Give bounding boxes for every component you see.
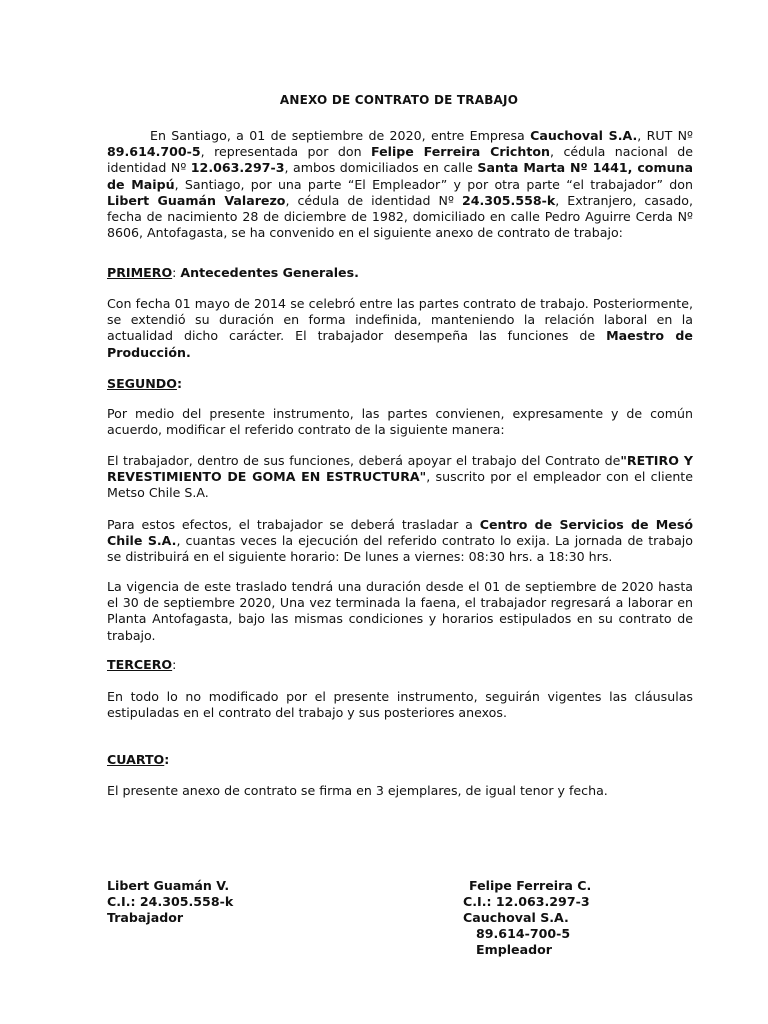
intro-text-5: , ambos domiciliados en calle [284,160,478,176]
segundo-paragraph-1: Por medio del presente instrumento, las partes convienen, expresamente y de común acuerdo, modificar el referido contrato de la siguiente manera: [107,406,693,438]
primero-heading [107,265,359,281]
cuarto-paragraph: El presente anexo de contrato se firma en 3 ejemplares, de igual tenor y fecha. [107,783,608,798]
tercero-sep: : [172,657,177,672]
segundo-p2-text-2: , suscrito por el empleador con el cliente Metso Chile S.A. [107,469,693,501]
intro-text-6: , Santiago, por una parte “El Empleador” y por otra parte “el trabajador” don [174,176,693,192]
employer-signature-rut: 89.614-700-5 [476,926,571,941]
intro-paragraph [107,128,693,241]
segundo-paragraph-3 [107,517,693,566]
contract-name: "RETIRO Y REVESTIMIENTO DE GOMA EN ESTRUCTURA" [107,453,694,485]
worker-signature-name: Libert Guamán V. [107,878,230,893]
company-name: Cauchoval S.A. [530,128,638,143]
segundo-p3-text-1: Para estos efectos, el trabajador se deberá trasladar a [107,517,480,532]
primero-sep: : [172,265,181,280]
cuarto-sep: : [164,752,170,767]
company-rut: 89.614.700-5 [107,144,201,160]
employer-signature-role: Empleador [476,942,552,957]
segundo-paragraph-4: La vigencia de este traslado tendrá una duración desde el 01 de septiembre de 2020 hasta el 30 de septiembre 2020, Una vez terminada la faena, el trabajador regresará a laborar en Planta Antofagasta, bajo las mismas condiciones y horarios estipulados en su contrato de trabajo. [107,579,693,643]
intro-text-2: , RUT Nº [637,128,693,143]
employer-signature-company: Cauchoval S.A. [463,910,569,925]
worker-signature-id: C.I.: 24.305.558-k [107,894,234,909]
segundo-p2-text-1: El trabajador, dentro de sus funciones, deberá apoyar el trabajo del Contrato de [107,453,621,468]
tercero-paragraph: En todo lo no modificado por el presente instrumento, seguirán vigentes las cláusulas estipuladas en el contrato del trabajo y sus posteriores anexos. [107,689,693,721]
company-address: Santa Marta Nº 1441, comuna de Maipú [107,160,693,192]
intro-text-7: , cédula de identidad Nº [285,192,462,208]
worker-function: Maestro de Producción. [107,328,693,360]
primero-title: Antecedentes Generales. [180,265,359,280]
intro-text-3: , representada por don [200,144,372,160]
primero-paragraph [107,296,693,361]
segundo-heading [107,376,182,392]
cuarto-label: CUARTO [107,752,165,767]
worker-id: 24.305.558-k [461,192,556,208]
representative-name: Felipe Ferreira Crichton [371,144,550,160]
service-center: Centro de Servicios de Mesó Chile S.A. [107,517,693,549]
tercero-heading [107,657,176,673]
document-title: ANEXO DE CONTRATO DE TRABAJO [279,93,519,107]
primero-text: Con fecha 01 mayo de 2014 se celebró entre las partes contrato de trabajo. Posteriormente, se extendió su duración en forma indefinida, manteniendo la relación laboral en la actualidad dicho carácter. El trabajador desempeña las funciones de [107,296,693,344]
representative-id: 12.063.297-3 [190,160,285,176]
worker-signature-role: Trabajador [107,910,184,925]
worker-name: Libert Guamán Valarezo [107,192,286,208]
segundo-label: SEGUNDO [107,376,177,391]
segundo-p3-text-2: , cuantas veces la ejecución del referido contrato lo exija. La jornada de trabajo se distribuirá en el siguiente horario: De lunes a viernes: 08:30 hrs. a 18:30 hrs. [107,533,693,565]
intro-text-1: En Santiago, a 01 de septiembre de 2020, entre Empresa [150,128,531,143]
intro-text-8: , Extranjero, casado, fecha de nacimiento 28 de diciembre de 1982, domiciliado en calle Pedro Aguirre Cerda Nº 8606, Antofagasta, se ha convenido en el siguiente anexo de contrato de trabajo: [107,192,694,241]
tercero-label: TERCERO [107,657,173,672]
primero-label: PRIMERO [107,265,173,280]
segundo-paragraph-2 [107,453,693,502]
employer-signature-name: Felipe Ferreira C. [469,878,592,893]
segundo-sep: : [176,376,182,391]
intro-text-4: , cédula nacional de identidad Nº [107,144,693,176]
cuarto-heading [107,752,169,768]
employer-signature-id: C.I.: 12.063.297-3 [463,894,590,909]
